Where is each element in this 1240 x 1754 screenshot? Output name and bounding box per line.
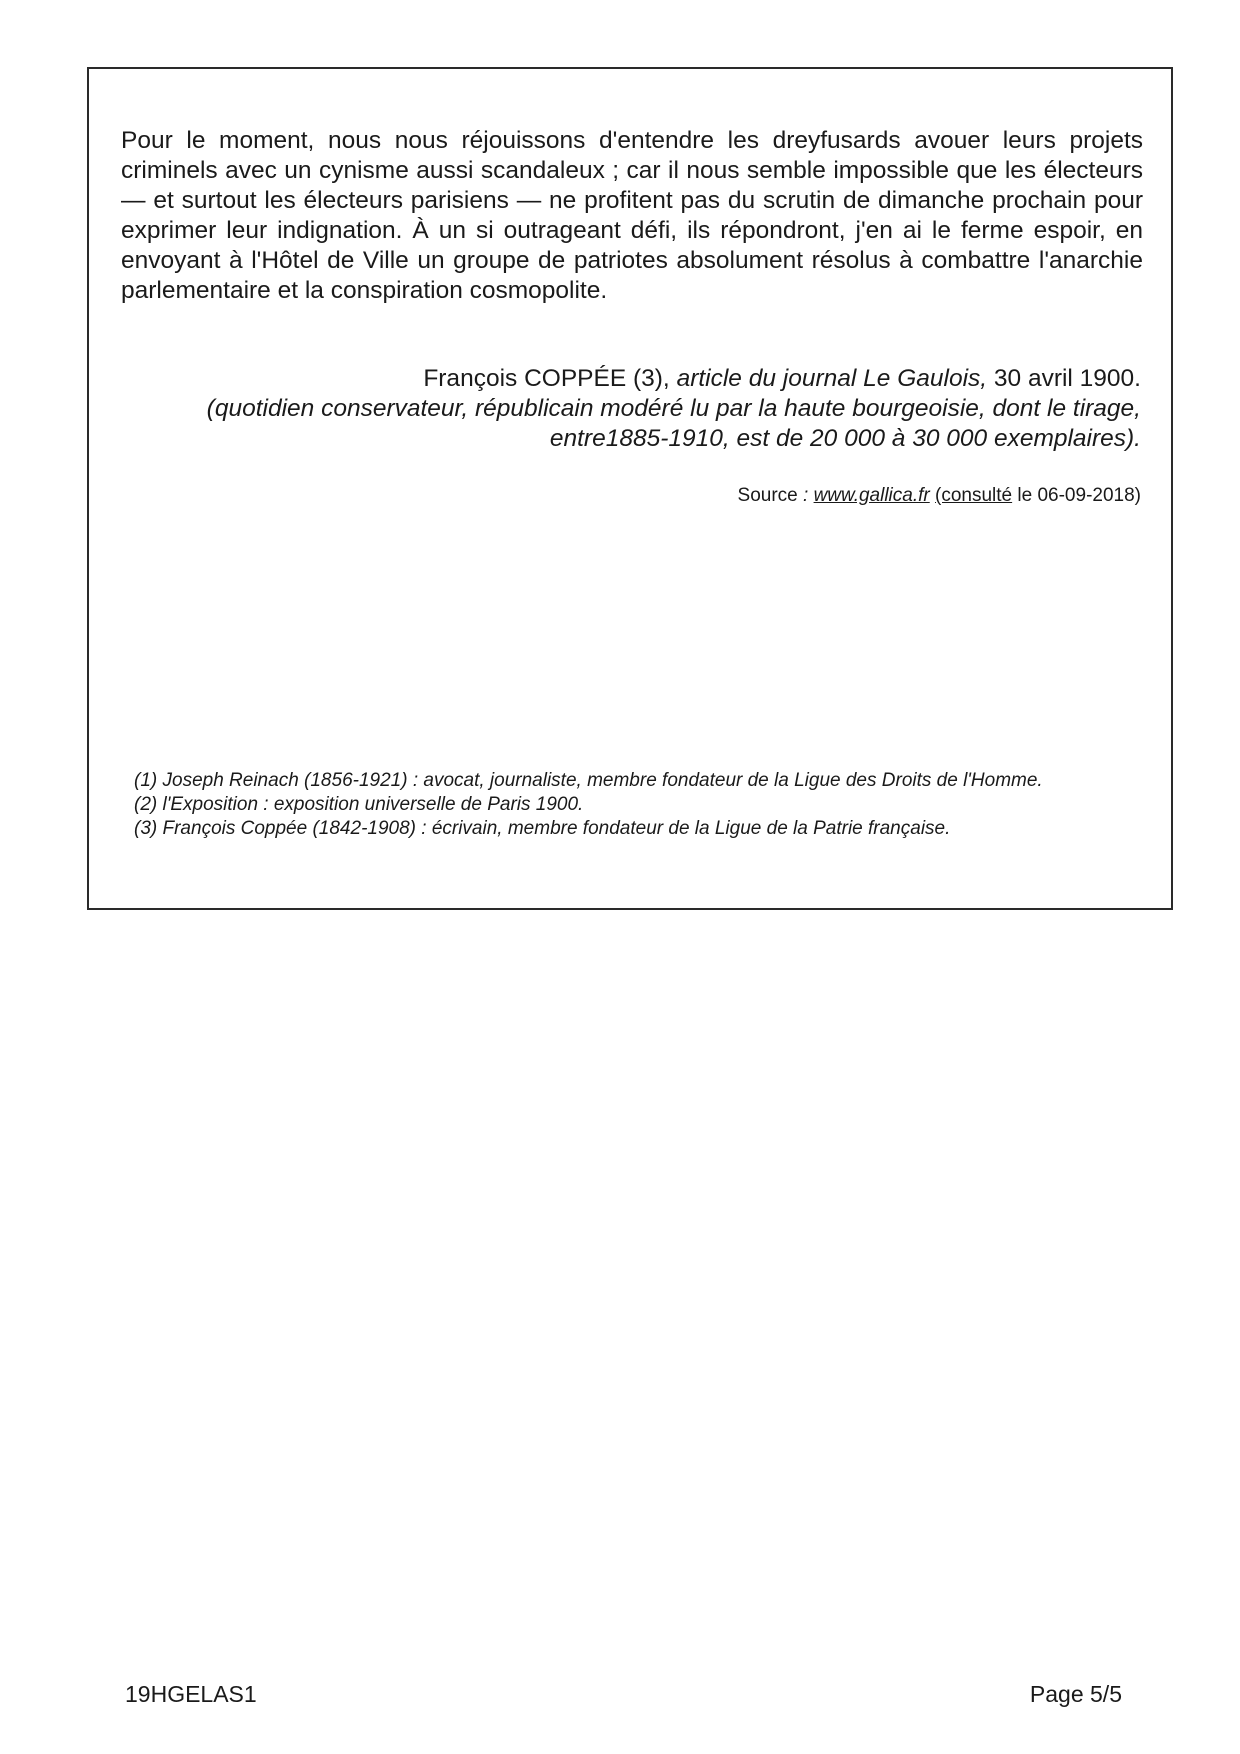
footnote-2: (2) l'Exposition : exposition universelle de Paris 1900.	[134, 794, 584, 815]
footer-page-number: Page 5/5	[1029, 1681, 1122, 1707]
footnote-3: (3) François Coppée (1842-1908) : écrivain, membre fondateur de la Ligue de la Patrie française.	[134, 818, 951, 839]
attribution-work: article du journal Le Gaulois,	[676, 365, 988, 392]
attribution	[121, 364, 1141, 454]
source-label: Source	[737, 485, 798, 506]
attribution-author: François COPPÉE (3),	[423, 365, 670, 392]
footer-exam-code: 19HGELAS1	[125, 1681, 257, 1707]
attribution-description-line1: (quotidien conservateur, républicain modéré lu par la haute bourgeoisie, dont le tirage,	[206, 395, 1141, 422]
attribution-date: 30 avril 1900.	[993, 365, 1141, 392]
source-link[interactable]: www.gallica.fr	[813, 485, 930, 506]
source-separator: :	[803, 485, 809, 506]
attribution-description-line2: entre1885-1910, est de 20 000 à 30 000 exemplaires).	[549, 425, 1141, 452]
footnotes-list	[134, 769, 1140, 841]
source-consulted-date: le 06-09-2018)	[1017, 485, 1141, 506]
excerpt-paragraph: Pour le moment, nous nous réjouissons d'entendre les dreyfusards avouer leurs projets criminels avec un cynisme aussi scandaleux ; car il nous semble impossible que les électeurs — et surtout les électeurs parisiens — ne profitent pas du scrutin de dimanche prochain pour exprimer leur indignation. À un si outrageant défi, ils répondront, j'en ai le ferme espoir, en envoyant à l'Hôtel de Ville un groupe de patriotes absolument résolus à combattre l'anarchie parlementaire et la conspiration cosmopolite.	[121, 127, 1143, 304]
footnote-1: (1) Joseph Reinach (1856-1921) : avocat, journaliste, membre fondateur de la Ligue des Droits de l'Homme.	[134, 770, 1043, 791]
source-consulted-word: (consulté	[935, 485, 1013, 506]
source-line	[121, 484, 1141, 508]
